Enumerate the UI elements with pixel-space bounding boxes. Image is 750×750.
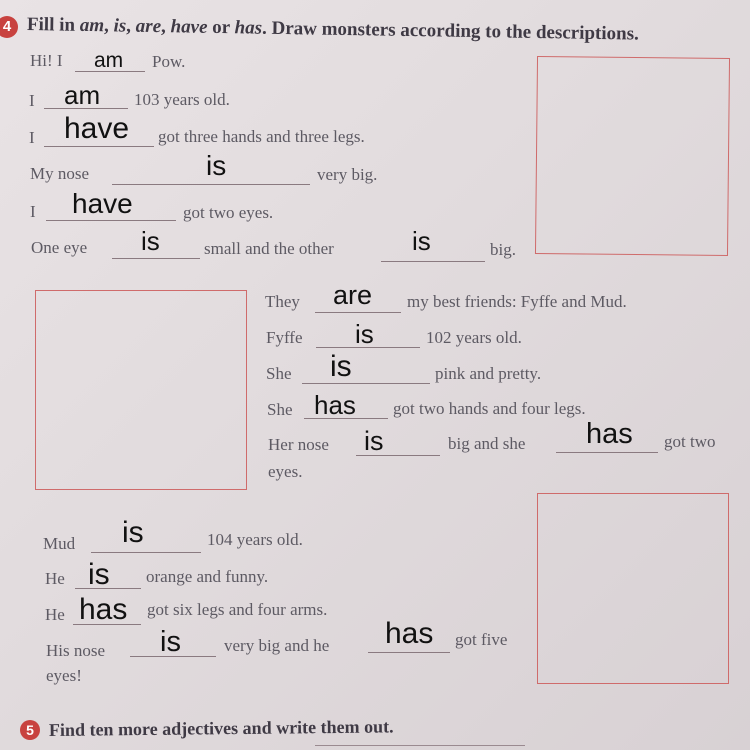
answer-12: is (364, 426, 384, 456)
instruction-text: . Draw monsters according to the descriptions. (261, 17, 639, 45)
sentence-2-start: I (29, 91, 35, 110)
blank-14[interactable] (91, 552, 201, 553)
sentence-13-end: orange and funny. (146, 567, 269, 586)
blank-10[interactable] (302, 383, 430, 384)
instruction-comma: , (103, 15, 114, 37)
sentence-9-end: pink and pretty. (435, 364, 542, 383)
answer-2: am (64, 80, 101, 110)
exercise-4-number-badge: 4 (0, 16, 18, 38)
sentence-10-end: got two hands and four legs. (393, 399, 586, 418)
answer-7: is (412, 226, 431, 256)
blank-4[interactable] (112, 184, 310, 185)
sentence-7-start: They (265, 292, 300, 311)
sentence-6-middle: small and the other (204, 239, 334, 258)
answer-5: have (72, 188, 133, 219)
sentence-13-start: He (45, 569, 65, 588)
answer-11: has (314, 390, 356, 420)
blank-8[interactable] (315, 312, 401, 313)
sentence-15-start: His nose (46, 641, 106, 660)
instruction-word-have: have (170, 16, 208, 38)
blank-5[interactable] (46, 220, 176, 221)
monster-drawing-box-pow[interactable] (535, 56, 730, 256)
answer-1: am (94, 49, 124, 72)
sentence-15-middle: very big and he (224, 636, 330, 655)
instruction-comma: , (160, 16, 171, 38)
sentence-14-start: He (45, 605, 65, 624)
exercise-5-instruction: Find ten more adjectives and write them out. (48, 716, 394, 740)
answer-15: is (88, 558, 110, 591)
sentence-15-continuation: eyes! (46, 666, 82, 685)
answer-16: has (79, 593, 128, 626)
blank-6[interactable] (112, 258, 200, 259)
exercise-5-number-badge: 5 (20, 720, 40, 740)
answer-10: is (330, 350, 352, 383)
writing-line[interactable] (315, 745, 525, 746)
answer-17: is (160, 626, 181, 658)
sentence-11-start: Her nose (268, 435, 329, 454)
instruction-word-are: are (135, 15, 162, 38)
sentence-11-middle: big and she (448, 434, 526, 453)
answer-14: is (122, 516, 144, 549)
instruction-word-am: am (79, 14, 105, 37)
instruction-text: or (207, 16, 235, 39)
sentence-8-end: 102 years old. (426, 328, 522, 347)
sentence-4-end: very big. (317, 165, 378, 184)
sentence-11-continuation: eyes. (268, 462, 303, 481)
sentence-4-start: My nose (30, 164, 90, 183)
answer-4: is (206, 150, 227, 181)
instruction-word-is: is (113, 15, 127, 37)
monster-drawing-box-fyffe[interactable] (35, 290, 247, 490)
sentence-12-start: Mud (43, 534, 76, 553)
exercise-4-instruction (27, 14, 639, 46)
sentence-6-start: One eye (31, 238, 88, 257)
blank-18[interactable] (368, 652, 450, 653)
instruction-comma: , (126, 15, 136, 37)
monster-drawing-box-mud[interactable] (537, 493, 729, 684)
sentence-9-start: She (266, 364, 292, 383)
sentence-1-start: Hi! I (30, 51, 63, 70)
blank-13[interactable] (556, 452, 658, 453)
sentence-1-end: Pow. (152, 52, 186, 71)
sentence-8-start: Fyffe (266, 328, 303, 347)
answer-3: have (64, 112, 130, 145)
answer-8: are (333, 280, 373, 310)
answer-18: has (385, 617, 434, 650)
sentence-3-start: I (29, 128, 35, 147)
answer-6: is (141, 226, 160, 256)
blank-3[interactable] (44, 146, 154, 147)
sentence-5-end: got two eyes. (183, 203, 274, 222)
instruction-word-has: has (234, 17, 263, 39)
instruction-text: Fill in (26, 14, 80, 36)
sentence-2-end: 103 years old. (134, 90, 230, 109)
sentence-12-end: 104 years old. (207, 530, 303, 549)
sentence-5-start: I (30, 202, 36, 221)
sentence-6-end: big. (490, 240, 516, 259)
sentence-3-end: got three hands and three legs. (158, 127, 365, 146)
sentence-15-end: got five (455, 630, 508, 649)
answer-9: is (355, 319, 374, 349)
sentence-11-end: got two (664, 432, 716, 451)
sentence-14-end: got six legs and four arms. (147, 600, 328, 619)
answer-13: has (586, 418, 633, 450)
sentence-7-end: my best friends: Fyffe and Mud. (407, 292, 627, 311)
sentence-10-start: She (267, 400, 293, 419)
blank-7[interactable] (381, 261, 485, 262)
